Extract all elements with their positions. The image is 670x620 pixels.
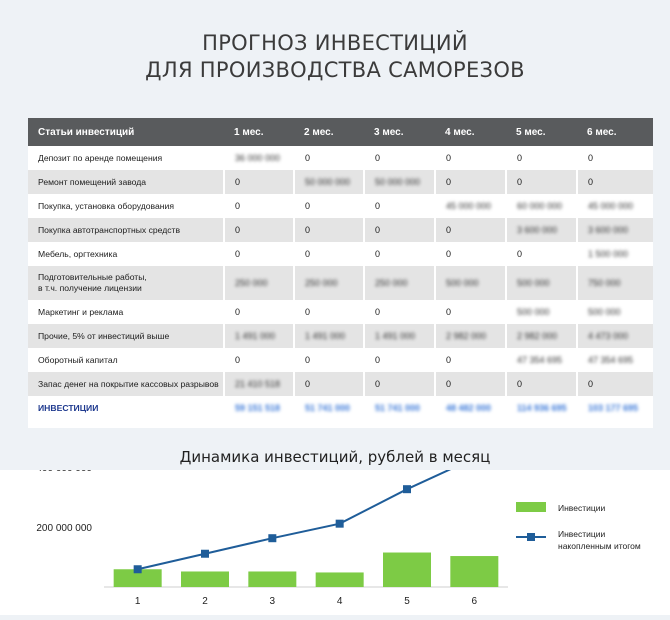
table-row xyxy=(28,300,653,324)
cell-month-3: 0 xyxy=(364,348,435,372)
cell-month-3: 0 xyxy=(364,372,435,396)
bar-investments xyxy=(248,571,296,587)
chart-area xyxy=(0,470,670,615)
legend-line-label-1: Инвестиции xyxy=(558,529,606,539)
point-cumulative xyxy=(336,520,344,528)
cell-month-2: 0 xyxy=(294,242,364,266)
cell-month-3: 0 xyxy=(364,242,435,266)
cell-month-6: 1 500 000 xyxy=(577,242,653,266)
x-tick-label: 2 xyxy=(202,596,208,607)
cell-month-5: 2 982 000 xyxy=(506,324,577,348)
cell-month-1: 0 xyxy=(224,170,294,194)
cell-month-6: 0 xyxy=(577,146,653,170)
bar-investments xyxy=(181,571,229,587)
cell-month-5: 3 600 000 xyxy=(506,218,577,242)
table-row-total xyxy=(28,396,653,420)
x-tick-label: 5 xyxy=(404,596,410,607)
cell-month-3: 0 xyxy=(364,146,435,170)
table-row xyxy=(28,218,653,242)
cell-month-5: 500 000 xyxy=(506,300,577,324)
bar-investments xyxy=(450,556,498,587)
cell-month-2: 1 491 000 xyxy=(294,324,364,348)
bar-investments xyxy=(316,572,364,587)
total-month-3: 51 741 000 xyxy=(364,396,435,420)
row-label: Покупка, установка оборудования xyxy=(38,201,175,211)
cell-month-3: 0 xyxy=(364,300,435,324)
row-label: Покупка автотранспортных средств xyxy=(38,225,181,235)
cell-month-6: 500 000 xyxy=(577,300,653,324)
table-header-row xyxy=(28,118,653,146)
cell-month-4: 2 982 000 xyxy=(435,324,506,348)
cell-month-3: 0 xyxy=(364,218,435,242)
table-row xyxy=(28,242,653,266)
cell-month-1: 0 xyxy=(224,300,294,324)
cell-month-6: 0 xyxy=(577,372,653,396)
cell-month-2: 0 xyxy=(294,146,364,170)
cell-month-6: 750 000 xyxy=(577,266,653,300)
cell-month-6: 4 473 000 xyxy=(577,324,653,348)
row-label: Прочие, 5% от инвестиций выше xyxy=(38,331,170,341)
cell-month-4: 0 xyxy=(435,242,506,266)
cell-month-6: 45 000 000 xyxy=(577,194,653,218)
row-label: Оборотный капитал xyxy=(38,355,118,365)
table-row xyxy=(28,324,653,348)
cell-month-2: 0 xyxy=(294,218,364,242)
cell-month-4: 0 xyxy=(435,300,506,324)
total-month-1: 59 151 518 xyxy=(224,396,294,420)
cell-month-2: 0 xyxy=(294,300,364,324)
cell-month-4: 0 xyxy=(435,170,506,194)
investment-table-container xyxy=(28,118,653,428)
header-month-1: 1 мес. xyxy=(234,126,264,138)
point-cumulative xyxy=(403,485,411,493)
cell-month-3: 1 491 000 xyxy=(364,324,435,348)
legend-bar-label: Инвестиции xyxy=(558,503,606,513)
cell-month-4: 45 000 000 xyxy=(435,194,506,218)
cell-month-1: 0 xyxy=(224,348,294,372)
cell-month-5: 47 354 695 xyxy=(506,348,577,372)
x-tick-label: 3 xyxy=(269,596,276,607)
total-label: ИНВЕСТИЦИИ xyxy=(38,403,99,413)
header-items: Статьи инвестиций xyxy=(38,126,135,138)
cell-month-3: 0 xyxy=(364,194,435,218)
cell-month-2: 0 xyxy=(294,348,364,372)
x-tick-label: 1 xyxy=(134,596,141,607)
cell-month-1: 1 491 000 xyxy=(224,324,294,348)
investment-chart xyxy=(0,470,670,615)
cell-month-4: 500 000 xyxy=(435,266,506,300)
cell-month-1: 0 xyxy=(224,242,294,266)
cell-month-4: 0 xyxy=(435,348,506,372)
header-month-5: 5 мес. xyxy=(516,126,546,138)
legend-line-label-2: накопленным итогом xyxy=(558,541,641,551)
investment-table xyxy=(28,118,653,420)
x-tick-label: 6 xyxy=(471,596,478,607)
cell-month-1: 250 000 xyxy=(224,266,294,300)
page-title-line-1: ПРОГНОЗ ИНВЕСТИЦИЙ xyxy=(202,31,468,55)
cell-month-2: 0 xyxy=(294,372,364,396)
total-month-4: 48 482 000 xyxy=(435,396,506,420)
legend-bar-swatch xyxy=(516,502,546,512)
row-label: Запас денег на покрытие кассовых разрывов xyxy=(38,379,219,389)
cell-month-4: 0 xyxy=(435,218,506,242)
cell-month-2: 0 xyxy=(294,194,364,218)
cell-month-5: 0 xyxy=(506,146,577,170)
cell-month-3: 50 000 000 xyxy=(364,170,435,194)
header-month-4: 4 мес. xyxy=(445,126,475,138)
row-label: Ремонт помещений завода xyxy=(38,177,147,187)
total-month-5: 114 936 695 xyxy=(506,396,577,420)
x-tick-label: 4 xyxy=(336,596,343,607)
table-row xyxy=(28,194,653,218)
point-cumulative xyxy=(134,565,142,573)
row-label: Мебель, оргтехника xyxy=(38,249,118,259)
cell-month-2: 250 000 xyxy=(294,266,364,300)
header-month-2: 2 мес. xyxy=(304,126,334,138)
page-title xyxy=(0,30,670,84)
cell-month-6: 3 600 000 xyxy=(577,218,653,242)
cell-month-5: 60 000 000 xyxy=(506,194,577,218)
header-month-6: 6 мес. xyxy=(587,126,617,138)
cell-month-5: 0 xyxy=(506,242,577,266)
cell-month-5: 0 xyxy=(506,170,577,194)
table-row xyxy=(28,348,653,372)
cell-month-2: 50 000 000 xyxy=(294,170,364,194)
cell-month-1: 36 000 000 xyxy=(224,146,294,170)
point-cumulative xyxy=(201,550,209,558)
cell-month-3: 250 000 xyxy=(364,266,435,300)
bar-investments xyxy=(383,553,431,587)
cell-month-1: 21 410 518 xyxy=(224,372,294,396)
cell-month-6: 0 xyxy=(577,170,653,194)
row-label: Депозит по аренде помещения xyxy=(38,153,163,163)
table-row xyxy=(28,266,653,300)
header-month-3: 3 мес. xyxy=(374,126,404,138)
y-tick-label xyxy=(36,470,92,474)
cell-month-1: 0 xyxy=(224,194,294,218)
total-month-6: 103 177 695 xyxy=(577,396,653,420)
cell-month-1: 0 xyxy=(224,218,294,242)
cell-month-5: 0 xyxy=(506,372,577,396)
table-body xyxy=(28,146,653,420)
table-row xyxy=(28,146,653,170)
cell-month-6: 47 354 695 xyxy=(577,348,653,372)
cell-month-5: 500 000 xyxy=(506,266,577,300)
legend-line-marker xyxy=(527,533,535,541)
cell-month-4: 0 xyxy=(435,372,506,396)
row-label: Подготовительные работы, в т.ч. получение лицензии xyxy=(38,272,147,293)
total-month-2: 51 741 000 xyxy=(294,396,364,420)
row-label: Маркетинг и реклама xyxy=(38,307,124,317)
page-title-line-2: ДЛЯ ПРОИЗВОДСТВА САМОРЕЗОВ xyxy=(145,58,525,82)
cell-month-4: 0 xyxy=(435,146,506,170)
table-row xyxy=(28,170,653,194)
table-row xyxy=(28,372,653,396)
chart-title: Динамика инвестиций, рублей в месяц xyxy=(179,448,491,466)
y-tick-label: 200 000 000 xyxy=(36,523,92,534)
point-cumulative xyxy=(268,534,276,542)
